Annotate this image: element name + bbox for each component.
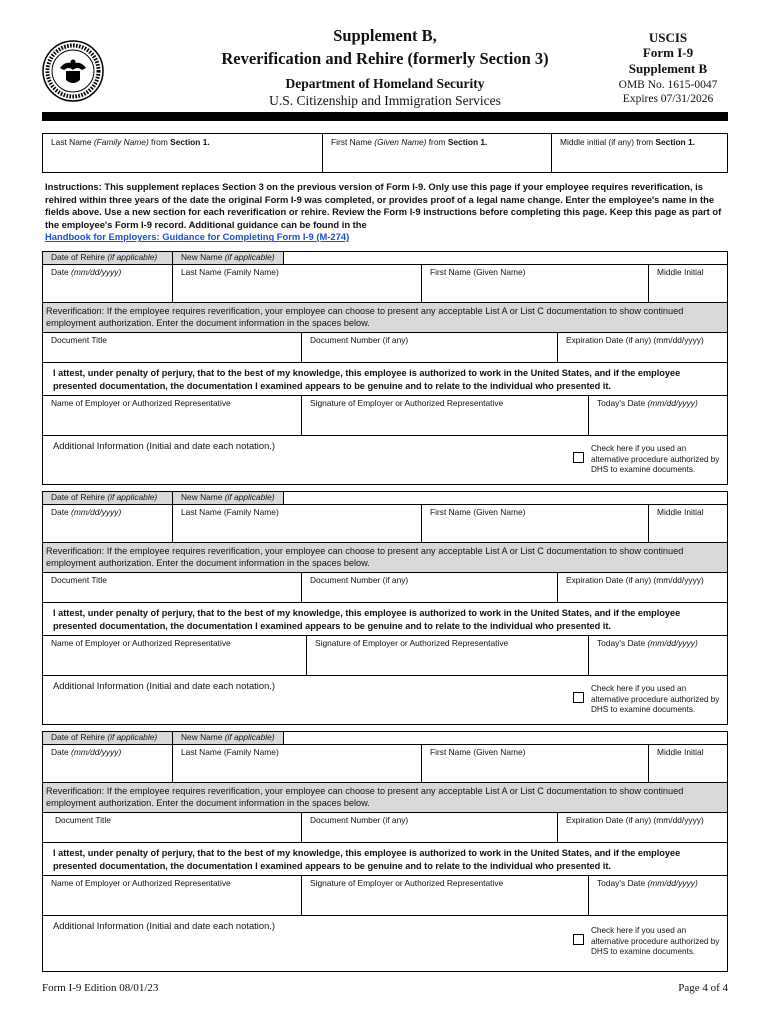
date-of-rehire-label: Date of Rehire (if applicable) — [43, 492, 173, 504]
employee-name-row — [42, 133, 728, 173]
document-title-field[interactable]: Document Title — [43, 573, 302, 602]
expiration-date-field[interactable]: Expiration Date (if any) (mm/dd/yyyy) — [566, 815, 704, 825]
dhs-seal-icon — [42, 40, 104, 102]
additional-info-label: Additional Information (Initial and date each notation.) — [53, 920, 276, 931]
rehire-section-2 — [42, 491, 728, 725]
additional-info-field[interactable] — [43, 916, 727, 969]
document-number-field[interactable]: Document Number (if any) — [302, 333, 558, 362]
document-title-field[interactable]: Document Title — [43, 813, 302, 842]
todays-date-field[interactable]: Today's Date (mm/dd/yyyy) — [597, 638, 698, 648]
employer-signature-field[interactable]: Signature of Employer or Authorized Representative — [302, 396, 589, 435]
alt-procedure-checkbox[interactable] — [573, 452, 584, 463]
alt-procedure-checkbox[interactable] — [573, 934, 584, 945]
additional-info-field[interactable] — [43, 676, 727, 722]
employer-name-field[interactable]: Name of Employer or Authorized Representative — [43, 396, 302, 435]
new-first-name-field[interactable]: First Name (Given Name) — [422, 505, 649, 542]
form-title-line1: Supplement B, — [333, 26, 437, 45]
document-number-field[interactable]: Document Number (if any) — [302, 573, 558, 602]
form-title-line2: Reverification and Rehire (formerly Section 3) — [221, 49, 549, 68]
expiration-label: Expires 07/31/2026 — [622, 93, 714, 105]
alt-procedure-label: Check here if you used an alternative procedure authorized by DHS to examine documents. — [591, 444, 720, 474]
new-name-label: New Name (if applicable) — [173, 252, 284, 264]
alt-procedure-label: Check here if you used an alternative procedure authorized by DHS to examine documents. — [591, 684, 720, 714]
document-number-field[interactable]: Document Number (if any) — [302, 813, 558, 842]
new-last-name-field[interactable]: Last Name (Family Name) — [173, 265, 422, 302]
form-edition: Form I-9 Edition 08/01/23 — [42, 982, 159, 994]
rehire-date-field[interactable]: Date (mm/dd/yyyy) — [43, 745, 173, 782]
alt-procedure-label: Check here if you used an alternative procedure authorized by DHS to examine documents. — [591, 926, 720, 956]
rehire-date-field[interactable]: Date (mm/dd/yyyy) — [43, 505, 173, 542]
alt-procedure-checkbox[interactable] — [573, 692, 584, 703]
employer-name-field[interactable]: Name of Employer or Authorized Representative — [43, 876, 302, 915]
rehire-section-3 — [42, 731, 728, 972]
additional-info-label: Additional Information (Initial and date each notation.) — [53, 440, 276, 451]
expiration-date-field[interactable]: Expiration Date (if any) (mm/dd/yyyy) — [566, 575, 704, 585]
todays-date-field[interactable]: Today's Date (mm/dd/yyyy) — [597, 398, 698, 408]
handbook-link[interactable]: Handbook for Employers: Guidance for Completing Form I-9 (M-274) — [45, 231, 350, 243]
employer-name-field[interactable]: Name of Employer or Authorized Representative — [43, 636, 307, 675]
rehire-date-field[interactable]: Date (mm/dd/yyyy) — [43, 265, 173, 302]
agency-abbrev: USCIS — [648, 30, 688, 45]
agency-name: U.S. Citizenship and Immigration Services — [269, 93, 501, 108]
new-name-label: New Name (if applicable) — [173, 732, 284, 744]
date-of-rehire-label: Date of Rehire (if applicable) — [43, 252, 173, 264]
employer-signature-field[interactable]: Signature of Employer or Authorized Representative — [302, 876, 589, 915]
instructions-text: Instructions: This supplement replaces Section 3 on the previous version of Form I-9. Only use this page if your employee requires reverification, is rehired within three years of the date the original Form I-9 was completed, or provides proof of a legal name change. Enter the employee's name in the fields above. Use a new section for each reverification or rehire. Review the Form I-9 instructions before completing this page. Keep this page as part of the employee's Form I-9 record. Additional guidance can be found in the — [45, 181, 722, 230]
first-name-field[interactable]: First Name (Given Name) from Section 1. — [323, 134, 552, 172]
reverification-text: Reverification: If the employee requires reverification, your employee can choose to present any acceptable List A or List C documentation to show continued employment authorization. Enter the document information in the spaces below. — [43, 783, 727, 812]
supplement-label: Supplement B — [628, 61, 708, 76]
attestation-text: I attest, under penalty of perjury, that to the best of my knowledge, this employee is authorized to work in the United States, and if the employee presented documentation, the documentation I examined appears to be genuine and to relate to the individual who presented it. — [53, 368, 681, 391]
reverification-text: Reverification: If the employee requires reverification, your employee can choose to present any acceptable List A or List C documentation to show continued employment authorization. Enter the document information in the spaces below. — [43, 303, 727, 332]
new-last-name-field[interactable]: Last Name (Family Name) — [173, 745, 422, 782]
omb-number: OMB No. 1615-0047 — [618, 79, 718, 91]
attestation-text: I attest, under penalty of perjury, that to the best of my knowledge, this employee is authorized to work in the United States, and if the employee presented documentation, the documentation I examined appears to be genuine and to relate to the individual who presented it. — [53, 848, 681, 871]
rehire-section-1 — [42, 251, 728, 485]
header-divider — [42, 112, 728, 121]
additional-info-label: Additional Information (Initial and date each notation.) — [53, 680, 276, 691]
new-middle-initial-field[interactable]: Middle Initial — [657, 267, 704, 277]
additional-info-field[interactable] — [43, 436, 727, 482]
page-number: Page 4 of 4 — [678, 982, 728, 994]
reverification-text: Reverification: If the employee requires reverification, your employee can choose to present any acceptable List A or List C documentation to show continued employment authorization. Enter the document information in the spaces below. — [43, 543, 727, 572]
new-middle-initial-field[interactable]: Middle Initial — [657, 507, 704, 517]
new-last-name-field[interactable]: Last Name (Family Name) — [173, 505, 422, 542]
new-name-label: New Name (if applicable) — [173, 492, 284, 504]
department-name: Department of Homeland Security — [285, 76, 485, 91]
expiration-date-field[interactable]: Expiration Date (if any) (mm/dd/yyyy) — [566, 335, 704, 345]
form-number: Form I-9 — [642, 45, 694, 60]
instructions — [45, 181, 725, 244]
last-name-field[interactable]: Last Name (Family Name) from Section 1. — [43, 134, 323, 172]
document-title-field[interactable]: Document Title — [43, 333, 302, 362]
new-first-name-field[interactable]: First Name (Given Name) — [422, 745, 649, 782]
middle-initial-field[interactable]: Middle initial (if any) from Section 1. — [560, 137, 695, 147]
date-of-rehire-label: Date of Rehire (if applicable) — [43, 732, 173, 744]
employer-signature-field[interactable]: Signature of Employer or Authorized Representative — [307, 636, 589, 675]
new-first-name-field[interactable]: First Name (Given Name) — [422, 265, 649, 302]
new-middle-initial-field[interactable]: Middle Initial — [657, 747, 704, 757]
attestation-text: I attest, under penalty of perjury, that to the best of my knowledge, this employee is authorized to work in the United States, and if the employee presented documentation, the documentation I examined appears to be genuine and to relate to the individual who presented it. — [53, 608, 681, 631]
todays-date-field[interactable]: Today's Date (mm/dd/yyyy) — [597, 878, 698, 888]
